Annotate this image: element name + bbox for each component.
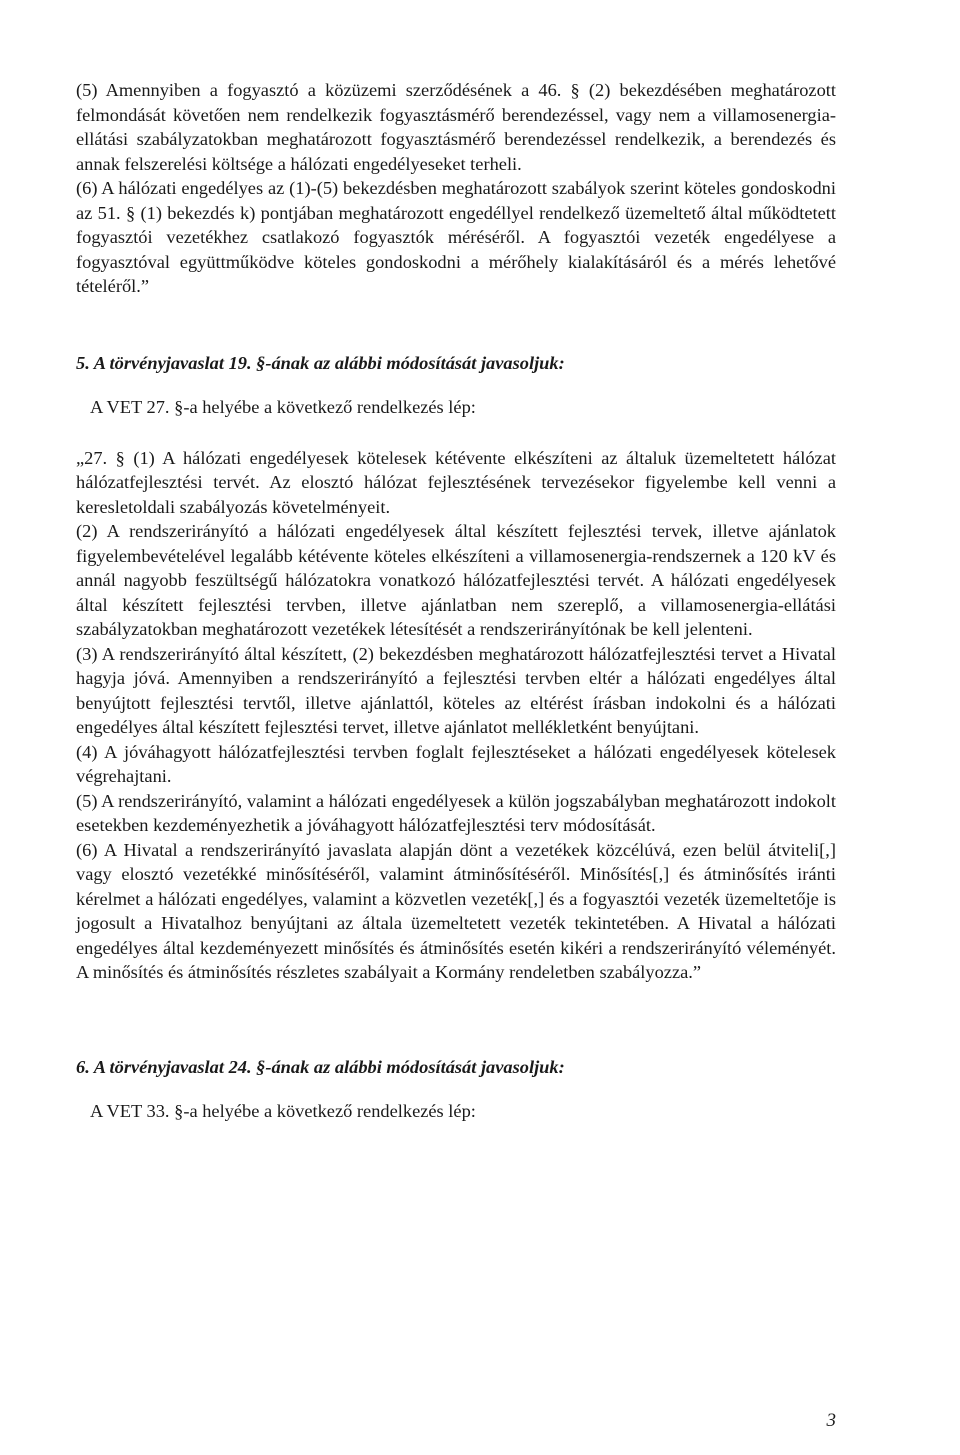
document-page — [76, 78, 836, 1124]
section-27-paragraph-6: (6) A Hivatal a rendszerirányító javaslata alapján dönt a vezetékek közcélúvá, ezen belül átviteli[,] vagy elosztó vezetékké minősítéséről, valamint átminősítéséről. Minősítés[,] és átminősítés iránti kérelmet a hálózati engedélyes, valamint a közvetlen vezeték[,] és a fogyasztói vezeték üzemeltetője is jogosult a Hivatalhoz benyújtani az általa üzemeltetett vezeték tekintetében. A Hivatal a hálózati engedélyes által kezdeményezett minősítés és átminősítés esetén kikéri a rendszerirányító véleményét. A minősítés és átminősítés részletes szabályait a Kormány rendeletben szabályozza.” — [76, 839, 836, 982]
section-27-paragraph-1: „27. § (1) A hálózati engedélyesek kötelesek kétévente elkészíteni az általuk üzemeltetett hálózat hálózatfejlesztési tervét. Az elosztó hálózat fejlesztésének tervezésekor figyelembe kell venni a keresletoldali szabályozás követelményeit. — [76, 447, 836, 517]
section-27-paragraph-5: (5) A rendszerirányító, valamint a hálózati engedélyesek a külön jogszabályban meghatározott indokolt esetekben kezdeményezhetik a jóváhagyott hálózatfejlesztési terv módosítását. — [76, 790, 836, 835]
section-27-paragraph-4: (4) A jóváhagyott hálózatfejlesztési tervben foglalt fejlesztéseket a hálózati engedélyesek kötelesek végrehajtani. — [76, 741, 836, 786]
page-number: 3 — [826, 1410, 836, 1431]
section-27-paragraph-3: (3) A rendszerirányító által készített, (2) bekezdésben meghatározott hálózatfejlesztési tervet a Hivatal hagyja jóvá. Amennyiben a rendszerirányító a fejlesztési tervben eltér a hálózati engedélyes által benyújtott fejlesztési tervtől, illetve ajánlattól, köteles az eltérést írásban indokolni és a hálózati engedélyes által készített fejlesztési tervet, illetve ajánlatot mellékletként benyújtani. — [76, 643, 836, 737]
paragraph-6: (6) A hálózati engedélyes az (1)-(5) bekezdésben meghatározott szabályok szerint köteles gondoskodni az 51. § (1) bekezdés k) pontjában meghatározott engedéllyel rendelkező üzemeltető által működtetett fogyasztói vezetékhez csatlakozó fogyasztók méréséről. A fogyasztói vezeték engedélyese a fogyasztóval együttműködve köteles gondoskodni a mérőhely kialakításáról és a mérés lehetővé tételéről.” — [76, 178, 836, 296]
paragraph-5: (5) Amennyiben a fogyasztó a közüzemi szerződésének a 46. § (2) bekezdésében meghatározott felmondását követően nem rendelkezik fogyasztásmérő berendezéssel, vagy nem a villamosenergia-ellátási szabályzatokban meghatározott fogyasztásmérő berendezéssel rendelkezik, a berendezés és annak felszerelési költsége a hálózati engedélyeseket terheli. — [76, 80, 836, 174]
section-heading-5: 5. A törvényjavaslat 19. §-ának az alábbi módosítását javasoljuk: — [76, 352, 565, 373]
section-heading-6: 6. A törvényjavaslat 24. §-ának az alábbi módosítását javasoljuk: — [76, 1056, 565, 1077]
vet-27-intro: A VET 27. §-a helyébe a következő rendelkezés lép: — [90, 397, 476, 417]
vet-33-intro: A VET 33. §-a helyébe a következő rendelkezés lép: — [90, 1101, 476, 1121]
section-27-paragraph-2: (2) A rendszerirányító a hálózati engedélyesek által készített fejlesztési tervek, illetve ajánlatok figyelembevételével legalább kétévente köteles elkészíteni a villamosenergia-rendszernek a 120 kV és annál nagyobb feszültségű hálózatokra vonatkozó hálózatfejlesztési tervét. A hálózati engedélyesek által készített fejlesztési tervben, illetve ajánlatban nem szereplő, a villamosenergia-ellátási szabályzatokban meghatározott vezetékek létesítését a rendszerirányítónak be kell jelenteni. — [76, 521, 836, 639]
